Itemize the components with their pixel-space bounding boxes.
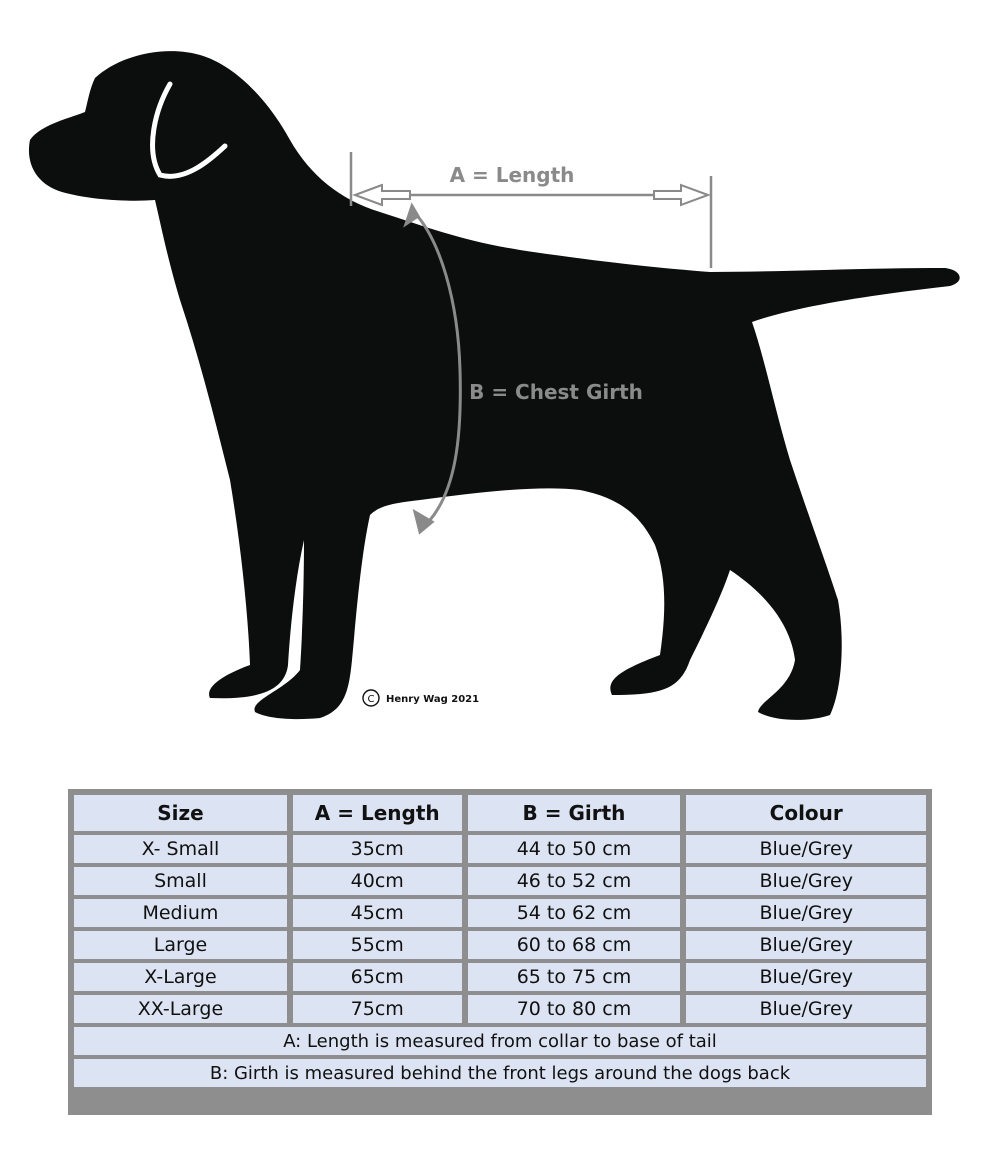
- cell-girth: 60 to 68 cm: [468, 931, 681, 959]
- size-chart-table: [68, 789, 932, 1115]
- length-note: A: Length is measured from collar to base of tail: [74, 1027, 926, 1055]
- cell-size: X-Large: [74, 963, 287, 991]
- copyright-text: Henry Wag 2021: [386, 694, 480, 705]
- girth-arrow-top-icon: [406, 206, 418, 224]
- cell-colour: Blue/Grey: [686, 931, 926, 959]
- cell-colour: Blue/Grey: [686, 835, 926, 863]
- header-size: Size: [74, 795, 287, 831]
- table-note-row: [74, 1027, 926, 1055]
- girth-label: B = Chest Girth: [469, 380, 643, 404]
- cell-colour: Blue/Grey: [686, 899, 926, 927]
- cell-size: Small: [74, 867, 287, 895]
- table-header-row: [74, 795, 926, 831]
- girth-arrow-bottom-icon: [415, 512, 432, 532]
- cell-length: 65cm: [293, 963, 462, 991]
- size-table: [68, 791, 932, 1091]
- header-girth: B = Girth: [468, 795, 681, 831]
- cell-girth: 70 to 80 cm: [468, 995, 681, 1023]
- cell-length: 45cm: [293, 899, 462, 927]
- cell-girth: 46 to 52 cm: [468, 867, 681, 895]
- cell-length: 35cm: [293, 835, 462, 863]
- table-row: [74, 931, 926, 959]
- length-arrow-left-icon: [355, 185, 410, 205]
- table-note-row: [74, 1059, 926, 1087]
- length-label: A = Length: [449, 163, 575, 187]
- girth-note: B: Girth is measured behind the front legs around the dogs back: [74, 1059, 926, 1087]
- cell-length: 75cm: [293, 995, 462, 1023]
- table-row: [74, 835, 926, 863]
- cell-colour: Blue/Grey: [686, 963, 926, 991]
- cell-girth: 44 to 50 cm: [468, 835, 681, 863]
- length-arrow-right-icon: [654, 185, 708, 205]
- header-length: A = Length: [293, 795, 462, 831]
- header-colour: Colour: [686, 795, 926, 831]
- table-row: [74, 867, 926, 895]
- cell-colour: Blue/Grey: [686, 995, 926, 1023]
- table-row: [74, 899, 926, 927]
- cell-length: 55cm: [293, 931, 462, 959]
- cell-girth: 54 to 62 cm: [468, 899, 681, 927]
- table-row: [74, 995, 926, 1023]
- table-row: [74, 963, 926, 991]
- cell-size: X- Small: [74, 835, 287, 863]
- cell-length: 40cm: [293, 867, 462, 895]
- cell-colour: Blue/Grey: [686, 867, 926, 895]
- cell-girth: 65 to 75 cm: [468, 963, 681, 991]
- cell-size: Large: [74, 931, 287, 959]
- cell-size: Medium: [74, 899, 287, 927]
- cell-size: XX-Large: [74, 995, 287, 1023]
- copyright-symbol: C: [367, 694, 375, 705]
